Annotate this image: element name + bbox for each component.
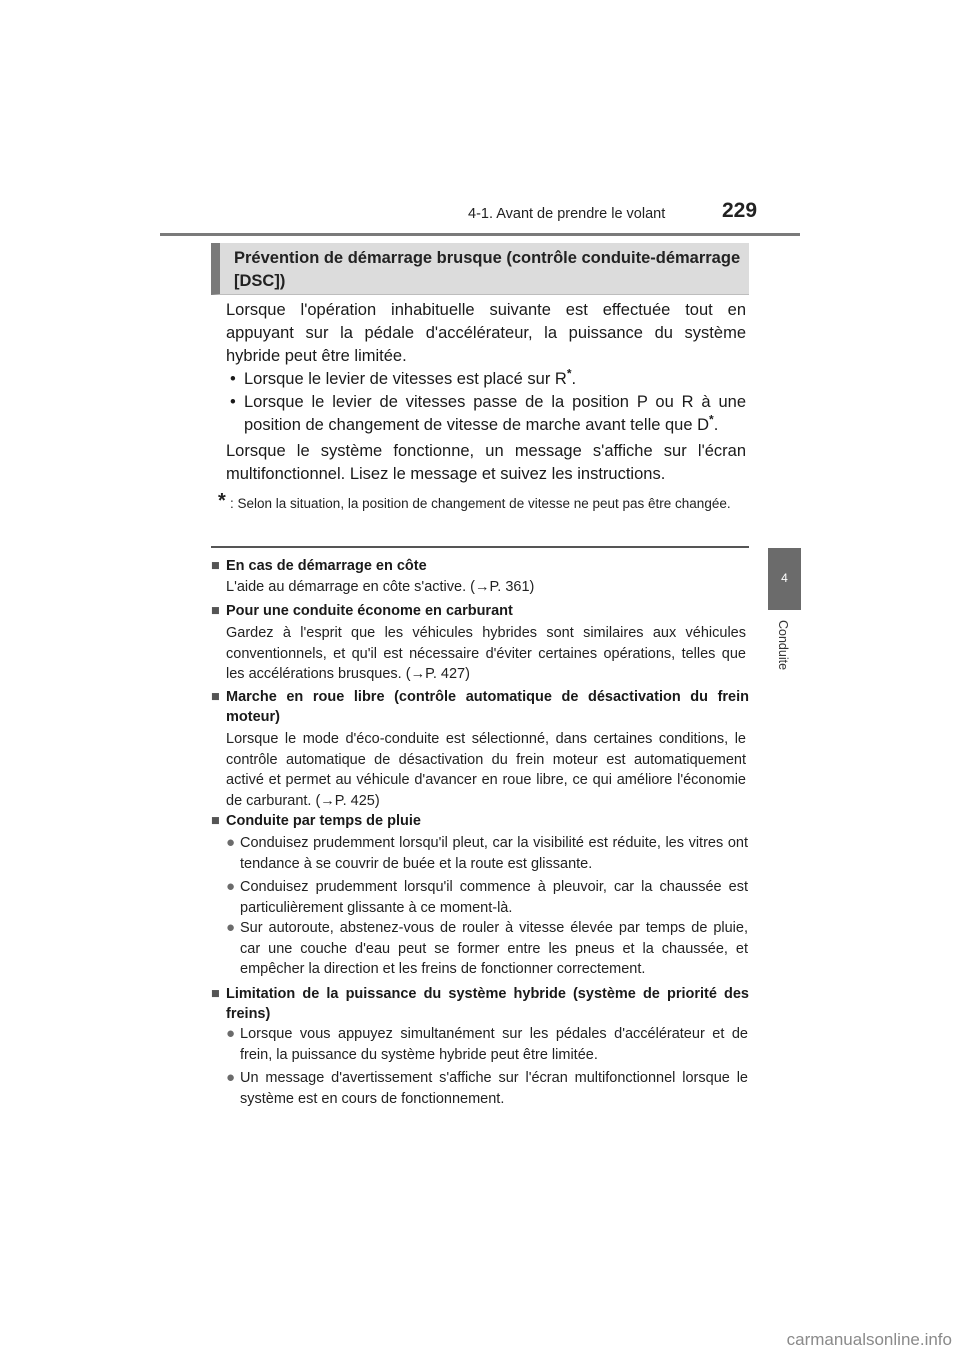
bullet-suffix: . bbox=[571, 370, 577, 388]
list-item-text: Conduisez prudemment lorsqu'il commence à pleuvoir, car la chaussée est particulièrement glissante à ce moment-là. bbox=[240, 879, 748, 916]
bullet-symbol: • bbox=[230, 393, 236, 411]
asterisk-marker: * bbox=[566, 366, 572, 381]
circle-bullet-icon: ● bbox=[226, 1069, 236, 1086]
square-marker-icon: ■ bbox=[211, 689, 220, 705]
square-marker-icon: ■ bbox=[211, 813, 220, 829]
circle-bullet-icon: ● bbox=[226, 878, 236, 895]
section-title: Pour une conduite économe en carburant bbox=[226, 603, 513, 619]
watermark: carmanualsonline.info bbox=[786, 1330, 952, 1349]
separator bbox=[211, 546, 749, 548]
section-title: Conduite par temps de pluie bbox=[226, 813, 421, 829]
box-title: Prévention de démarrage brusque (contrôle conduite-démarrage [DSC]) bbox=[234, 249, 741, 290]
square-marker-icon: ■ bbox=[211, 986, 220, 1002]
chapter-number: 4 bbox=[781, 571, 788, 585]
section-title: En cas de démarrage en côte bbox=[226, 558, 427, 574]
section-text: Lorsque le mode d'éco-conduite est sélectionné, dans certaines conditions, le contrôle automatique de désactivation du frein moteur est automatiquement activé et permet au véhicule d'avancer en roue libre, ce qui améliore l'économie de carburant. (→P. 425) bbox=[226, 731, 746, 809]
list-item-text: Sur autoroute, abstenez-vous de rouler à vitesse élevée par temps de pluie, car une couche d'eau peut se former entre les pneus et la chaussée, et empêcher la direction et les freins de fonctionner correctement. bbox=[240, 920, 748, 977]
section-title: Marche en roue libre (contrôle automatique de désactivation du frein moteur) bbox=[226, 689, 749, 725]
square-marker-icon: ■ bbox=[211, 558, 220, 574]
box-intro: Lorsque l'opération inhabituelle suivante est effectuée tout en appuyant sur la pédale d'accélérateur, la puissance du système hybride peut être limitée. bbox=[226, 301, 746, 365]
section-text: L'aide au démarrage en côte s'active. (→P. 361) bbox=[226, 579, 535, 595]
list-item-text: Lorsque vous appuyez simultanément sur les pédales d'accélérateur et de frein, la puissance du système hybride peut être limitée. bbox=[240, 1026, 748, 1063]
circle-bullet-icon: ● bbox=[226, 1025, 236, 1042]
section-text: Gardez à l'esprit que les véhicules hybrides sont similaires aux véhicules conventionnels, et qu'il est nécessaire d'éviter certaines opérations, telles que les accélérations brusques. (→P. 427) bbox=[226, 625, 746, 682]
circle-bullet-icon: ● bbox=[226, 919, 236, 936]
footnote-marker: * bbox=[218, 490, 226, 512]
bullet-text: Lorsque le levier de vitesses passe de la position P ou R à une position de changement de vitesse de marche avant telle que D bbox=[244, 393, 746, 434]
bullet-symbol: • bbox=[230, 370, 236, 388]
box-heading bbox=[211, 243, 749, 295]
bullet-suffix: . bbox=[713, 416, 719, 434]
square-marker-icon: ■ bbox=[211, 603, 220, 619]
footnote-text: : Selon la situation, la position de changement de vitesse ne peut pas être changée. bbox=[230, 496, 731, 511]
bullet-text: Lorsque le levier de vitesses est placé sur R bbox=[244, 370, 567, 388]
list-item-text: Conduisez prudemment lorsqu'il pleut, car la visibilité est réduite, les vitres ont tendance à se couvrir de buée et la route est glissante. bbox=[240, 835, 748, 872]
section-title: Limitation de la puissance du système hybride (système de priorité des freins) bbox=[226, 986, 749, 1022]
header-rule bbox=[160, 233, 800, 236]
asterisk-marker: * bbox=[709, 412, 714, 427]
chapter-label-text: Conduite bbox=[776, 620, 790, 671]
page-number: 229 bbox=[722, 199, 758, 222]
chapter-label bbox=[776, 620, 792, 680]
section-header: 4-1. Avant de prendre le volant bbox=[468, 206, 666, 222]
list-item-text: Un message d'avertissement s'affiche sur l'écran multifonctionnel lorsque le système est en cours de fonctionnement. bbox=[240, 1070, 748, 1107]
circle-bullet-icon: ● bbox=[226, 834, 236, 851]
box-outro: Lorsque le système fonctionne, un message s'affiche sur l'écran multifonctionnel. Lisez le message et suivez les instructions. bbox=[226, 442, 746, 483]
